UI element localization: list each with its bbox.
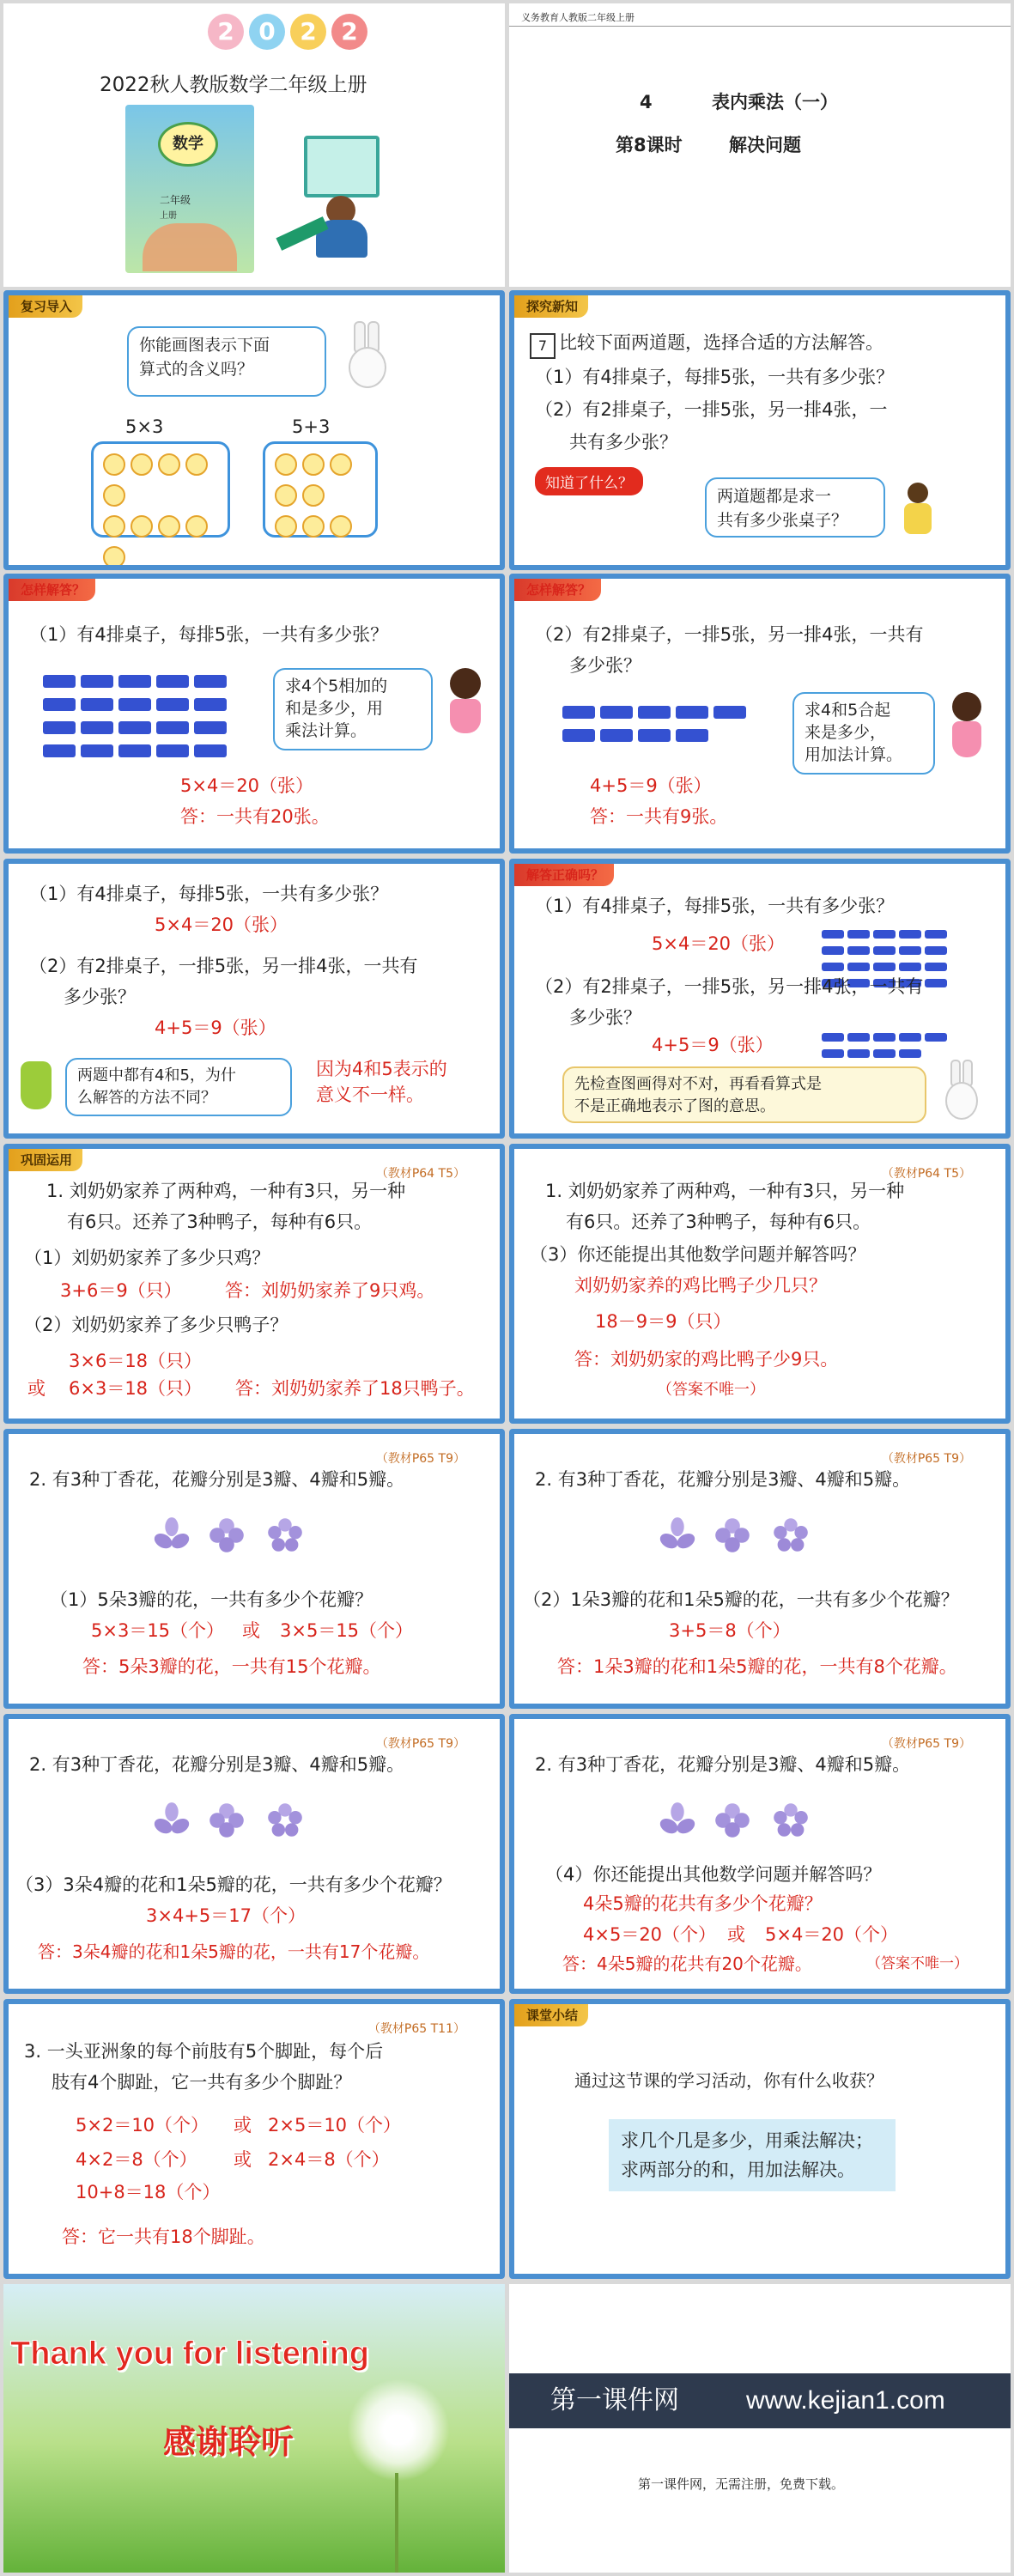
thanks-chinese: 感谢聆听: [163, 2423, 294, 2461]
flower-4-petal-icon: [713, 1801, 751, 1839]
rabbit-illustration: [345, 321, 386, 390]
speech-bubble: 求4个5相加的 和是多少，用 乘法计算。: [273, 668, 433, 750]
textbook-cover-image: 数学 二年级 上册: [125, 105, 254, 273]
equation-sum: 5+3: [292, 416, 331, 437]
flower-5-petal-icon: [772, 1516, 810, 1554]
slide-solve-multiply: 怎样解答？ （1）有4排桌子，每排5张，一共有多少张？ 求4个5相加的 和是多少，用 乘法计算。 5×4＝20（张） 答：一共有20张。: [3, 574, 505, 854]
flower-4-petal-icon: [713, 1516, 751, 1554]
answer: 答：一共有9张。: [590, 806, 728, 827]
speech-bubble: 求4和5合起 来是多少， 用加法计算。: [792, 692, 935, 775]
footer-text: 第一课件网，无需注册，免费下载。: [638, 2476, 845, 2492]
equation-product: 5×3: [125, 416, 164, 437]
reason: 因为4和5表示的 意义不一样。: [316, 1059, 447, 1105]
slide-cover: [3, 3, 505, 287]
flower-4-petal-icon: [208, 1516, 246, 1554]
dots-box-sum: [263, 441, 378, 538]
equation: 5×4＝20（张）: [180, 775, 314, 796]
book-label: 数学: [158, 122, 218, 167]
speech-bubble: 先检查图画得对不对，再看看算式是 不是正确地表示了图的意思。: [562, 1066, 926, 1123]
thanks-english: Thank you for listening: [10, 2336, 370, 2372]
equation: 4+5＝9（张）: [590, 775, 712, 796]
dandelion-icon: [347, 2379, 450, 2482]
unit-name: 表内乘法（一）: [712, 92, 838, 112]
slide-flowers-2: （教材P65 T9） 2. 有3种丁香花，花瓣分别是3瓣、4瓣和5瓣。 （2）1朵3瓣的花和1朵5瓣的花，一共有多少个花瓣？ 3+5＝8（个） 答：1朵3瓣的花和1朵5瓣的花，一共有8个花瓣。: [509, 1429, 1011, 1709]
slide-solve-add: 怎样解答？ （2）有2排桌子，一排5张，另一排4张，一共有 多少张？ 求4和5合起 来是多少， 用加法计算。 4+5＝9（张） 答：一共有9张。: [509, 574, 1011, 854]
brand-name: 第一课件网: [550, 2385, 679, 2415]
girl-illustration: [445, 668, 486, 737]
slide-review: [3, 290, 505, 570]
section-tag: 复习导入: [9, 295, 82, 318]
slide-header-text: 义务教育人教版二年级上册: [521, 12, 635, 23]
flower-3-petal-icon: [153, 1801, 191, 1839]
pepper-mascot: [21, 1061, 52, 1109]
cover-title: 2022秋人教版数学二年级上册: [100, 74, 367, 96]
section-tag: 巩固运用: [9, 1149, 82, 1171]
known-label: 知道了什么？: [535, 467, 643, 495]
section-tag: 课堂小结: [514, 2004, 588, 2026]
speech-bubble: 两道题都是求一 共有多少张桌子？: [705, 477, 885, 538]
slide-flowers-4: （教材P65 T9） 2. 有3种丁香花，花瓣分别是3瓣、4瓣和5瓣。 （4）你还能提出其他数学问题并解答吗？ 4朵5瓣的花共有多少个花瓣？ 4×5＝20（个） 或 5×4＝20（个） 答：4朵5瓣的花共有20个花瓣。 （答案不唯一）: [509, 1714, 1011, 1994]
summary-box: 求几个几是多少，用乘法解决； 求两部分的和，用加法解决。: [609, 2119, 896, 2191]
slide-thanks: [3, 2284, 505, 2573]
kids-illustration: [143, 223, 237, 271]
flower-5-petal-icon: [772, 1801, 810, 1839]
lesson-number: 第8课时: [616, 135, 683, 155]
slide-flowers-3: （教材P65 T9） 2. 有3种丁香花，花瓣分别是3瓣、4瓣和5瓣。 （3）3朵4瓣的花和1朵5瓣的花，一共有多少个花瓣？ 3×4+5＝17（个） 答：3朵4瓣的花和1朵5瓣的花，一共有17个花瓣。: [3, 1714, 505, 1994]
slide-flowers-1: （教材P65 T9） 2. 有3种丁香花，花瓣分别是3瓣、4瓣和5瓣。 （1）5朵3瓣的花，一共有多少个花瓣？ 5×3＝15（个） 或 3×5＝15（个） 答：5朵3瓣的花，一共有15个花瓣。: [3, 1429, 505, 1709]
brand-url[interactable]: www.kejian1.com: [746, 2386, 945, 2415]
slide-practice-chickens: 巩固运用 （教材P64 T5） 1. 刘奶奶家养了两种鸡，一种有3只，另一种 有6只。还养了3种鸭子，每种有6只。 （1）刘奶奶家养了多少只鸡？ 3+6＝9（只） 答：刘奶奶家养了9只鸡。 （2）刘奶奶家养了多少只鸭子？ 3×6＝18（只） 或 6×3＝18（只） 答：刘奶奶家养了18只鸭子。: [3, 1144, 505, 1424]
section-tag: 怎样解答？: [9, 579, 95, 601]
problem-number-badge: 7: [530, 333, 556, 359]
slide-lesson-title: [509, 3, 1011, 287]
slide-summary: 课堂小结 通过这节课的学习活动，你有什么收获？ 求几个几是多少，用乘法解决； 求两部分的和，用加法解决。: [509, 1999, 1011, 2279]
student-illustration: [270, 124, 398, 261]
flower-5-petal-icon: [266, 1516, 304, 1554]
answer: 答：一共有20张。: [180, 806, 330, 827]
slide-check: 解答正确吗？ （1）有4排桌子，每排5张，一共有多少张？ 5×4＝20（张） （2）有2排桌子，一排5张，另一排4张，一共有 多少张？ 4+5＝9（张） 先检查图画得对不对，再看看算式是 不是正确地表示了图的意思。: [509, 859, 1011, 1139]
slide-explore: 探究新知 7 比较下面两道题，选择合适的方法解答。 （1）有4排桌子，每排5张，一共有多少张？ （2）有2排桌子，一排5张，另一排4张，一 共有多少张？ 知道了什么？ 两道题都是求一 共有多少张桌子？: [509, 290, 1011, 570]
boy-illustration: [901, 483, 935, 538]
speech-bubble: 你能画图表示下面 算式的含义吗？: [127, 326, 326, 397]
slide-elephant: （教材P65 T11） 3. 一头亚洲象的每个前肢有5个脚趾，每个后 肢有4个脚趾，它一共有多少个脚趾？ 5×2＝10（个） 或 2×5＝10（个） 4×2＝8（个） 或 2×4＝8（个） 10+8＝18（个） 答：它一共有18个脚趾。: [3, 1999, 505, 2279]
brand-bar: [509, 2373, 1011, 2428]
slide-practice-compare: （教材P64 T5） 1. 刘奶奶家养了两种鸡，一种有3只，另一种 有6只。还养了3种鸭子，每种有6只。 （3）你还能提出其他数学问题并解答吗？ 刘奶奶家养的鸡比鸭子少几只？ 18－9＝9（只） 答：刘奶奶家的鸡比鸭子少9只。 （答案不唯一）: [509, 1144, 1011, 1424]
speech-bubble: 两题中都有4和5，为什 么解答的方法不同？: [65, 1058, 292, 1116]
section-tag: 怎样解答？: [514, 579, 601, 601]
flower-3-petal-icon: [153, 1516, 191, 1554]
slide-brand: [509, 2284, 1011, 2573]
rabbit-illustration: [944, 1060, 978, 1120]
flower-3-petal-icon: [659, 1516, 696, 1554]
girl-illustration: [949, 692, 987, 761]
flower-5-petal-icon: [266, 1801, 304, 1839]
flower-3-petal-icon: [659, 1801, 696, 1839]
section-tag: 解答正确吗？: [514, 864, 614, 886]
year-balloons: 2 0 2 2: [208, 14, 367, 50]
section-tag: 探究新知: [514, 295, 588, 318]
desks-4x5: [43, 675, 240, 768]
unit-number: 4: [640, 92, 653, 112]
dots-box-product: [91, 441, 230, 538]
slide-compare: （1）有4排桌子，每排5张，一共有多少张？ 5×4＝20（张） （2）有2排桌子，一排5张，另一排4张，一共有 多少张？ 4+5＝9（张） 两题中都有4和5，为什 么解答的方法不同？ 因为4和5表示的 意义不一样。: [3, 859, 505, 1139]
desks-5-and-4: [562, 706, 786, 752]
lesson-name: 解决问题: [729, 135, 801, 155]
flower-4-petal-icon: [208, 1801, 246, 1839]
